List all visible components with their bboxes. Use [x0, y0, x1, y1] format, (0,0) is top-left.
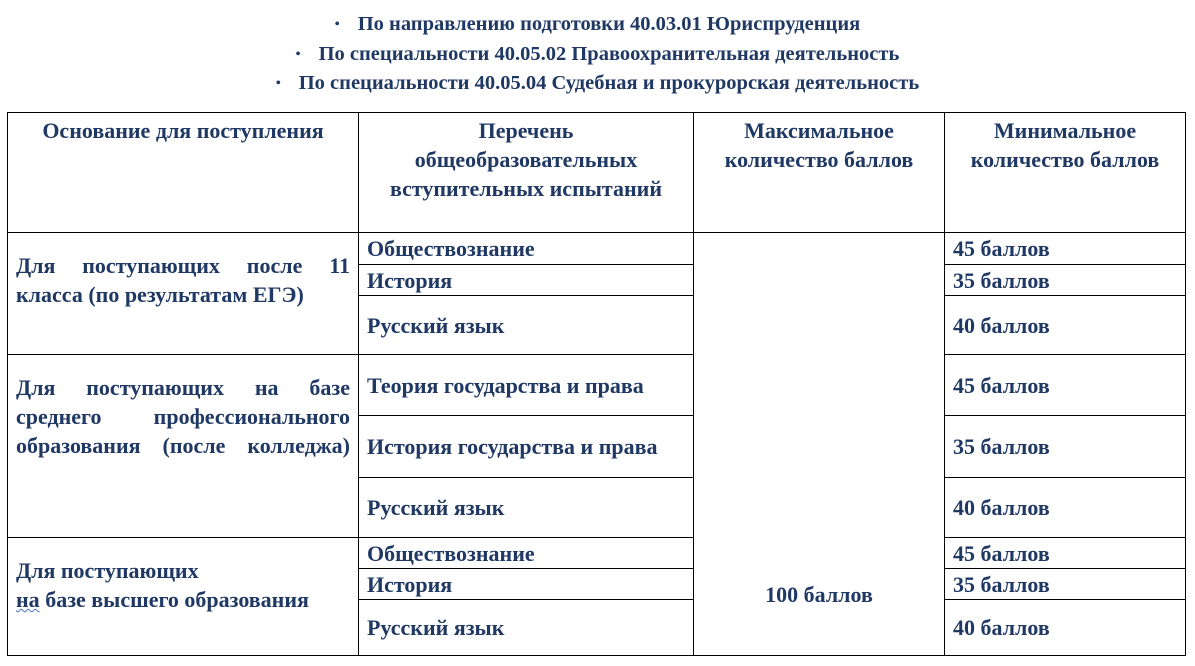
bullet-icon: • — [275, 76, 281, 91]
min-score-cell: 45 баллов — [945, 538, 1186, 569]
table-header-row — [8, 113, 1186, 233]
header-min-score: Минимальное количество баллов — [945, 113, 1186, 233]
min-score-cell: 40 баллов — [945, 478, 1186, 538]
subject-cell: Теория государства и права — [359, 355, 694, 416]
bullet-icon: • — [334, 17, 340, 32]
min-score-cell: 35 баллов — [945, 569, 1186, 600]
subject-cell: Русский язык — [359, 478, 694, 538]
subject-cell: История государства и права — [359, 416, 694, 478]
program-item: • По направлению подготовки 40.03.01 Юриспруденция — [0, 10, 1195, 40]
basis-cell: Для поступающих на базе высшего образования — [8, 538, 359, 656]
program-item: • По специальности 40.05.04 Судебная и прокурорская деятельность — [0, 69, 1195, 99]
subject-cell: Обществознание — [359, 538, 694, 569]
min-score-cell: 35 баллов — [945, 416, 1186, 478]
basis-cell: Для поступающих на базе среднего профессионального образования (после колледжа) — [8, 355, 359, 538]
subject-cell: Обществознание — [359, 233, 694, 265]
spellcheck-word: на — [16, 587, 40, 612]
basis-cell: Для поступающих после 11 класса (по результатам ЕГЭ) — [8, 233, 359, 355]
min-score-cell: 40 баллов — [945, 600, 1186, 656]
header-exams: Перечень общеобразовательных вступительных испытаний — [359, 113, 694, 233]
subject-cell: Русский язык — [359, 296, 694, 355]
min-score-cell: 45 баллов — [945, 355, 1186, 416]
program-item: • По специальности 40.05.02 Правоохранительная деятельность — [0, 40, 1195, 70]
header-max-score: Максимальное количество баллов — [694, 113, 945, 233]
subject-cell: Русский язык — [359, 600, 694, 656]
program-list — [0, 10, 1195, 99]
admission-table — [7, 112, 1186, 656]
subject-cell: История — [359, 265, 694, 296]
table-row — [8, 355, 1186, 416]
bullet-icon: • — [295, 46, 301, 62]
header-basis: Основание для поступления — [8, 113, 359, 233]
min-score-cell: 40 баллов — [945, 296, 1186, 355]
min-score-cell: 35 баллов — [945, 265, 1186, 296]
max-score-cell: 100 баллов — [694, 233, 945, 656]
table-row — [8, 538, 1186, 569]
table-row — [8, 233, 1186, 265]
subject-cell: История — [359, 569, 694, 600]
min-score-cell: 45 баллов — [945, 233, 1186, 265]
